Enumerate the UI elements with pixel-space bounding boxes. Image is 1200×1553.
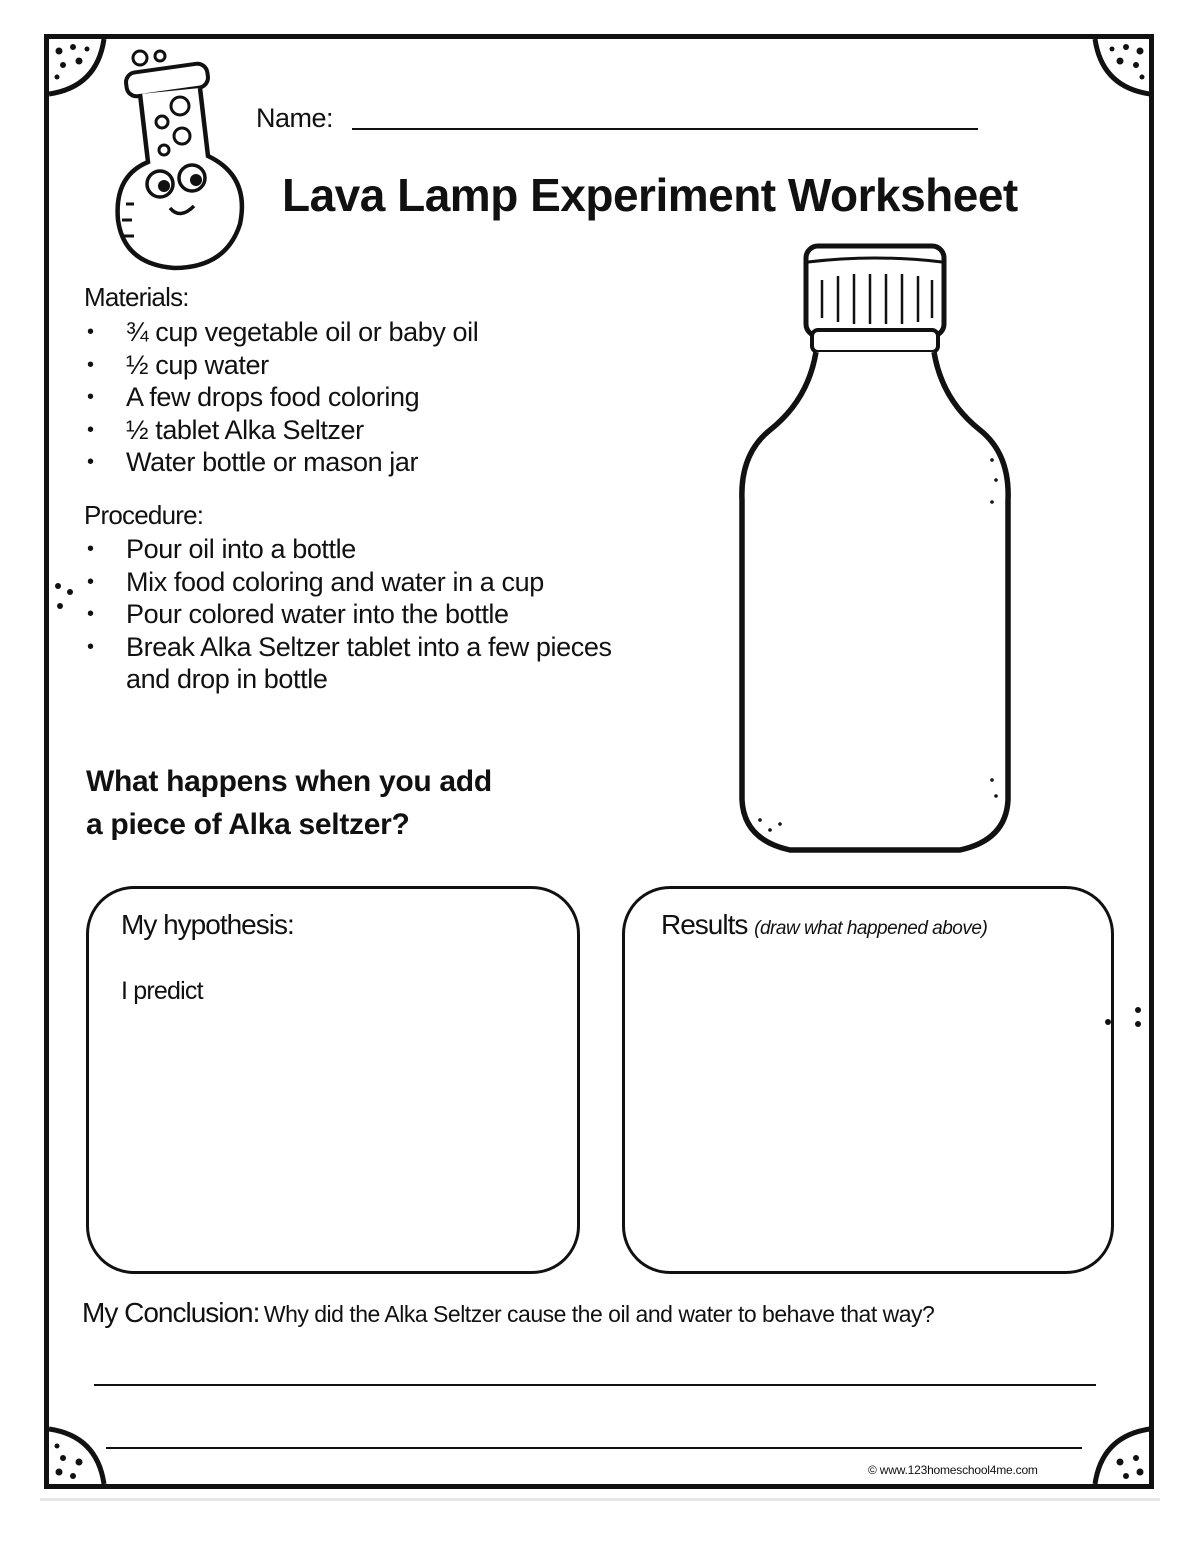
conclusion-question: Why did the Alka Seltzer cause the oil and water to behave that way? xyxy=(263,1301,935,1327)
list-item: • ½ tablet Alka Seltzer xyxy=(84,414,644,447)
conclusion-label: My Conclusion: xyxy=(82,1297,260,1328)
list-item: • Pour colored water into the bottle xyxy=(84,598,644,631)
conclusion-prompt xyxy=(82,1297,934,1329)
materials-list xyxy=(84,316,644,479)
question-line: a piece of Alka seltzer? xyxy=(86,808,410,841)
conclusion-answer-line[interactable] xyxy=(94,1384,1096,1386)
list-item: • ¾ cup vegetable oil or baby oil xyxy=(84,316,644,349)
conclusion-answer-line[interactable] xyxy=(106,1447,1082,1449)
list-item: • Water bottle or mason jar xyxy=(84,446,644,479)
question-line: What happens when you add xyxy=(86,765,492,798)
dotted-corner-icon xyxy=(1080,39,1150,109)
list-item: • Break Alka Seltzer tablet into a few pieces and drop in bottle xyxy=(84,631,626,696)
materials-heading: Materials: xyxy=(84,282,189,312)
page-shadow xyxy=(40,1498,1160,1501)
list-item: • A few drops food coloring xyxy=(84,381,644,414)
results-box[interactable] xyxy=(622,886,1114,1274)
results-title xyxy=(661,909,987,941)
results-note: (draw what happened above) xyxy=(754,918,988,939)
hypothesis-box[interactable] xyxy=(86,886,580,1274)
list-item: • Mix food coloring and water in a cup xyxy=(84,566,644,599)
beaker-mascot-icon xyxy=(108,44,258,276)
dotted-corner-icon xyxy=(1080,1414,1150,1484)
predict-prompt: I predict xyxy=(121,977,203,1005)
list-item: • Pour oil into a bottle xyxy=(84,533,644,566)
name-field-line[interactable] xyxy=(352,128,978,130)
experiment-question xyxy=(86,760,492,846)
bottle-illustration xyxy=(730,240,1020,860)
hypothesis-title: My hypothesis: xyxy=(121,909,294,940)
procedure-list xyxy=(84,533,644,696)
results-label: Results xyxy=(661,909,748,940)
procedure-heading: Procedure: xyxy=(84,500,204,530)
dots-decoration-icon xyxy=(1100,1004,1150,1034)
copyright-notice: © www.123homeschool4me.com xyxy=(868,1463,1038,1477)
dots-decoration-icon xyxy=(52,580,82,614)
dotted-corner-icon xyxy=(49,1414,119,1484)
name-label: Name: xyxy=(256,103,334,133)
worksheet-title: Lava Lamp Experiment Worksheet xyxy=(282,169,1018,221)
list-item: • ½ cup water xyxy=(84,349,644,382)
